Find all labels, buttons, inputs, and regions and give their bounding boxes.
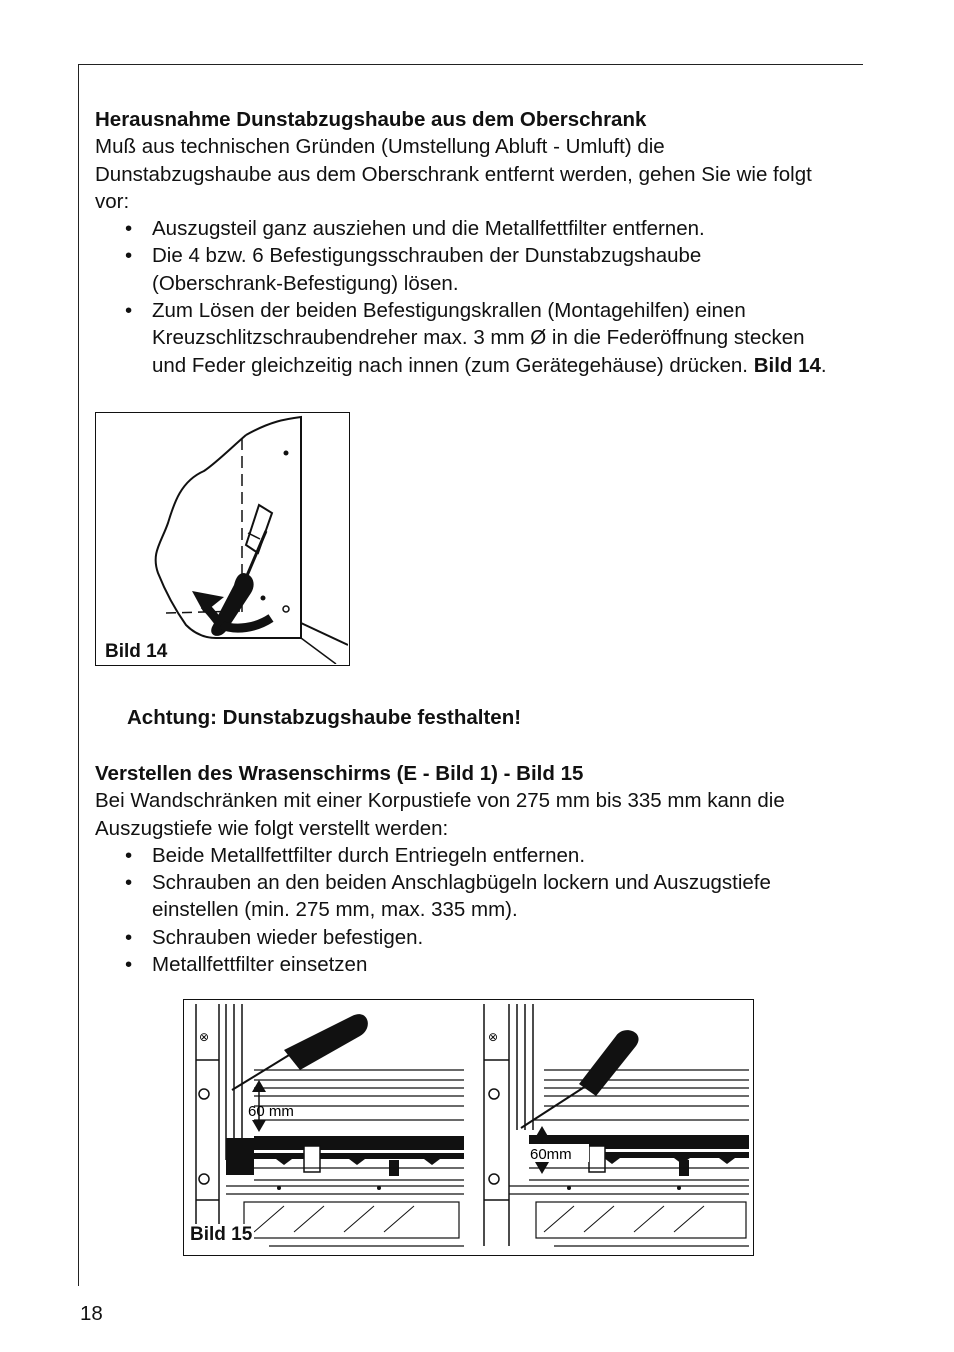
svg-text:⊗: ⊗ <box>488 1030 499 1044</box>
list-item-end: . <box>820 353 827 377</box>
list-item: • Schrauben wieder befestigen. <box>95 924 835 951</box>
figure-15-left-panel <box>196 1004 464 1246</box>
svg-text:⊗: ⊗ <box>199 1030 210 1044</box>
list-item: • Metallfettfilter einsetzen <box>95 951 835 978</box>
right-dimension-label: 60mm <box>530 1146 572 1163</box>
adjustment-steps-list <box>95 842 835 978</box>
figure-14 <box>95 412 350 666</box>
page-frame-top <box>78 64 863 65</box>
left-dimension-label: 60 mm <box>248 1103 294 1120</box>
section-adjustment <box>95 760 835 978</box>
figure-15 <box>183 999 754 1256</box>
list-item <box>95 297 835 379</box>
figure-14-label: Bild 14 <box>105 641 168 662</box>
list-item: • Schrauben an den beiden Anschlagbügeln lockern und Auszugstiefe einstellen (min. 275 mm, max. 335 mm). <box>95 869 835 924</box>
list-item: • Die 4 bzw. 6 Befestigungsschrauben der Dunstabzugshaube (Oberschrank-Befestigung) lösen. <box>95 242 835 297</box>
section-removal-heading: Herausnahme Dunstabzugshaube aus dem Oberschrank <box>95 108 647 131</box>
section-adjustment-intro: Bei Wandschränken mit einer Korpustiefe von 275 mm bis 335 mm kann die Auszugstiefe wie folgt verstellt werden: <box>95 789 785 840</box>
figure-reference: Bild 14 <box>753 353 821 377</box>
warning-note: Achtung: Dunstabzugshaube festhalten! <box>127 706 522 729</box>
page-frame-left <box>78 64 79 1286</box>
figure-15-illustration <box>184 1000 752 1254</box>
figure-14-illustration <box>96 413 348 664</box>
list-item: • Auszugsteil ganz ausziehen und die Metallfettfilter entfernen. <box>95 215 835 242</box>
figure-15-right-panel <box>484 1004 749 1246</box>
section-adjustment-heading: Verstellen des Wrasenschirms (E - Bild 1) - Bild 15 <box>95 762 584 785</box>
list-item-text: Zum Lösen der beiden Befestigungskrallen (Montagehilfen) einen Kreuzschlitzschraubendreher max. 3 mm Ø in die Federöffnung stecken und Feder gleichzeitig nach innen (zum Gerätegehäuse) drücken. <box>152 299 805 377</box>
page-number: 18 <box>80 1302 103 1325</box>
removal-steps-list <box>95 215 835 379</box>
section-removal <box>95 106 835 379</box>
section-removal-intro: Muß aus technischen Gründen (Umstellung Abluft - Umluft) die Dunstabzugshaube aus dem Oberschrank entfernt werden, gehen Sie wie folgt vor: <box>95 135 812 213</box>
list-item: • Beide Metallfettfilter durch Entriegeln entfernen. <box>95 842 835 869</box>
figure-15-label: Bild 15 <box>190 1224 253 1245</box>
